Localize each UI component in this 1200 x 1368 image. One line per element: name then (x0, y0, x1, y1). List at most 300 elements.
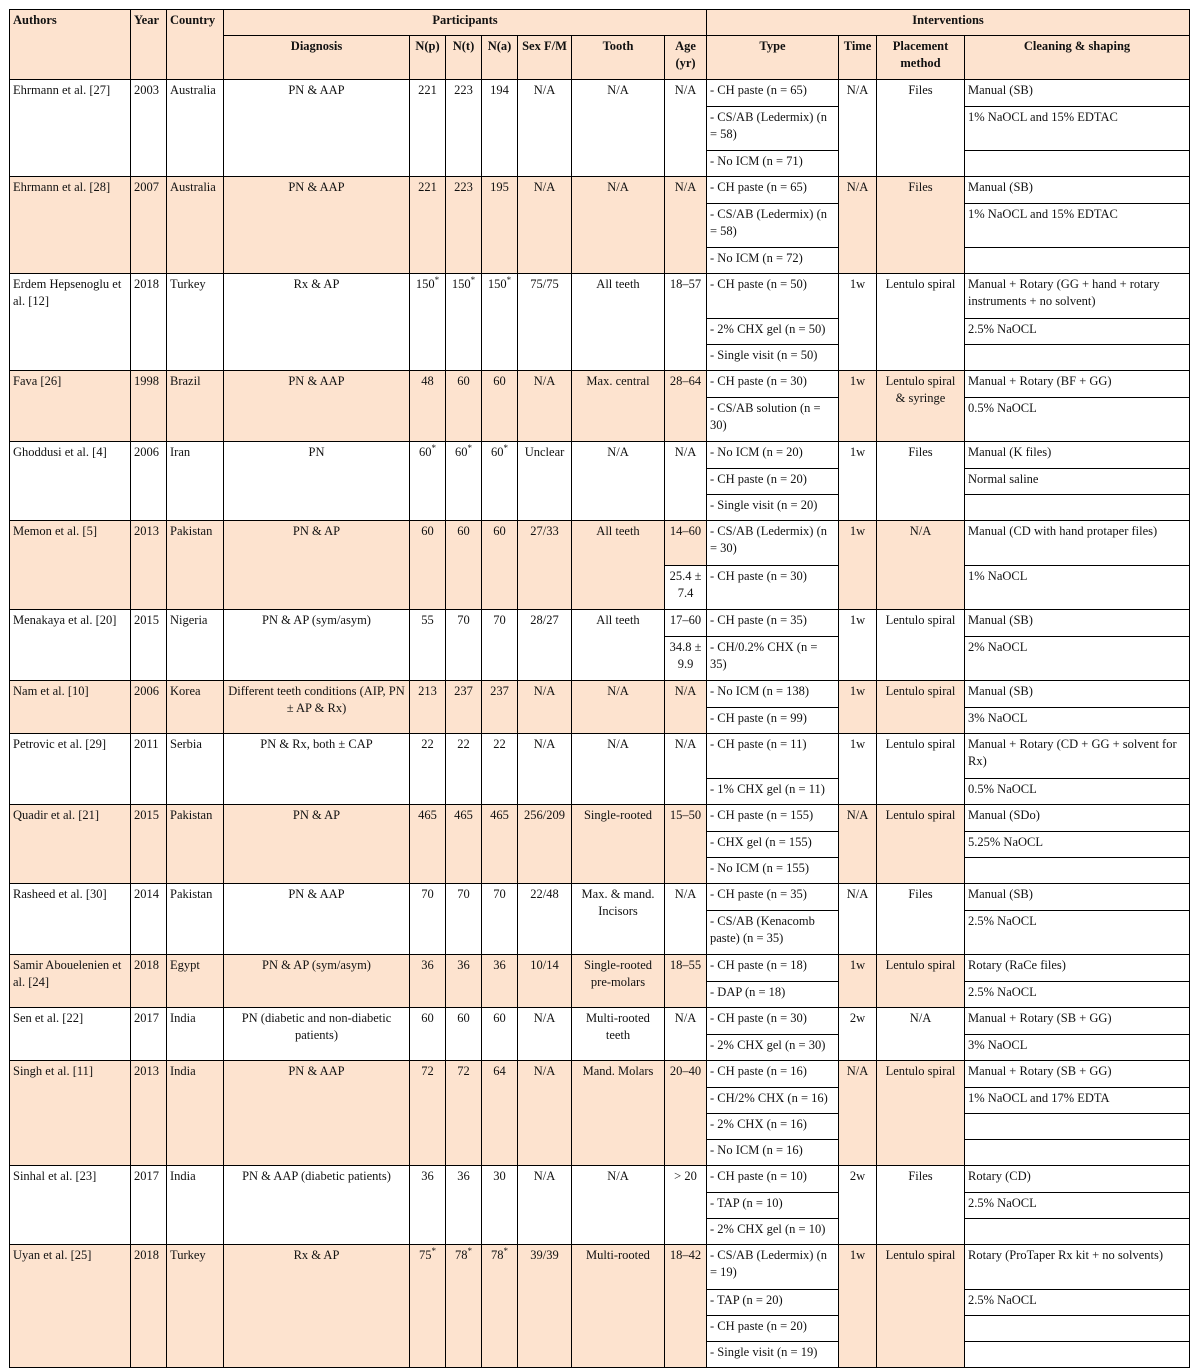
nt-cell (446, 610, 482, 681)
table-row (10, 371, 1190, 442)
col-year-header: Year (131, 10, 167, 80)
footnote-marker: * (431, 442, 436, 453)
year-cell: 2015 (131, 610, 167, 681)
nt-value: 465 (454, 808, 473, 822)
cleaning-cell (965, 521, 1190, 610)
cleaning-line: 3% NaOCL (965, 707, 1189, 733)
na-cell (482, 1061, 518, 1166)
diagnosis-cell: PN & AP (224, 805, 410, 884)
na-cell (482, 1008, 518, 1061)
intervention-type: - 1% CHX gel (n = 11) (707, 778, 838, 804)
placement-cell: Files (877, 884, 965, 955)
cleaning-stack (965, 955, 1189, 1007)
nt-value: 70 (457, 613, 470, 627)
np-value: 48 (421, 374, 434, 388)
col-country-header: Country (167, 10, 224, 80)
na-value: 150 (487, 277, 507, 291)
cleaning-line: Manual (SB) (965, 884, 1189, 910)
intervention-type: - CS/AB (Ledermix) (n = 19) (707, 1245, 838, 1289)
cleaning-cell (965, 1245, 1190, 1368)
placement-cell: Lentulo spiral (877, 734, 965, 805)
cleaning-line: Rotary (CD) (965, 1166, 1189, 1192)
col-sex-header: Sex F/M (518, 36, 572, 80)
col-placement-header: Placement method (877, 36, 965, 80)
table-row (10, 805, 1190, 884)
diagnosis-cell: Rx & AP (224, 274, 410, 371)
type-stack (707, 521, 838, 609)
country-cell: India (167, 1166, 224, 1245)
np-value: 72 (421, 1064, 434, 1078)
sex-cell: N/A (518, 734, 572, 805)
na-value: 465 (490, 808, 509, 822)
np-value: 221 (418, 83, 437, 97)
na-cell (482, 734, 518, 805)
diagnosis-cell: PN & AAP (224, 177, 410, 274)
cleaning-line: Manual + Rotary (SB + GG) (965, 1008, 1189, 1034)
sex-cell: N/A (518, 1166, 572, 1245)
placement-cell: Lentulo spiral & syringe (877, 371, 965, 442)
nt-value: 223 (454, 83, 473, 97)
intervention-type: - No ICM (n = 138) (707, 681, 838, 707)
intervention-type: - CH paste (n = 30) (707, 1008, 838, 1034)
type-cell (707, 681, 839, 734)
table-row (10, 734, 1190, 805)
nt-value: 78 (455, 1248, 468, 1262)
type-stack (707, 610, 838, 680)
cleaning-line: Manual (SB) (965, 80, 1189, 106)
nt-cell (446, 274, 482, 371)
type-stack (707, 80, 838, 176)
age-cell: 18–42 (665, 1245, 707, 1368)
type-stack (707, 955, 838, 1007)
sex-cell: 27/33 (518, 521, 572, 610)
intervention-type: - No ICM (n = 16) (707, 1139, 838, 1165)
np-value: 60 (421, 1011, 434, 1025)
placement-cell: N/A (877, 521, 965, 610)
year-cell: 2006 (131, 442, 167, 521)
type-stack (707, 177, 838, 273)
age-cell (665, 521, 707, 610)
intervention-type: - CH paste (n = 10) (707, 1166, 838, 1192)
intervention-type: - 2% CHX gel (n = 50) (707, 318, 838, 344)
country-cell: Brazil (167, 371, 224, 442)
np-value: 22 (421, 737, 434, 751)
diagnosis-cell: PN & AP (sym/asym) (224, 610, 410, 681)
country-cell: India (167, 1061, 224, 1166)
intervention-type: - CH paste (n = 50) (707, 274, 838, 318)
np-cell (410, 177, 446, 274)
footnote-marker: * (467, 442, 472, 453)
nt-value: 36 (457, 958, 470, 972)
nt-cell (446, 1008, 482, 1061)
na-cell (482, 681, 518, 734)
nt-value: 223 (454, 180, 473, 194)
tooth-cell: N/A (572, 80, 665, 177)
cleaning-line: 1% NaOCL and 17% EDTA (965, 1087, 1189, 1113)
na-cell (482, 1166, 518, 1245)
tooth-cell: Single-rooted (572, 805, 665, 884)
np-cell (410, 80, 446, 177)
na-value: 70 (493, 613, 506, 627)
authors-cell: Erdem Hepsenoglu et al. [12] (10, 274, 131, 371)
intervention-type: - CH paste (n = 20) (707, 1315, 838, 1341)
type-cell (707, 884, 839, 955)
age-cell: > 20 (665, 1166, 707, 1245)
np-value: 36 (421, 1169, 434, 1183)
tooth-cell: N/A (572, 734, 665, 805)
cleaning-line (965, 1218, 1189, 1244)
na-value: 78 (491, 1248, 504, 1262)
authors-cell: Menakaya et al. [20] (10, 610, 131, 681)
cleaning-stack (965, 80, 1189, 176)
na-value: 237 (490, 684, 509, 698)
na-cell (482, 521, 518, 610)
col-cleaning-header: Cleaning & shaping (965, 36, 1190, 80)
tooth-cell: Multi-rooted (572, 1245, 665, 1368)
sex-cell: 28/27 (518, 610, 572, 681)
intervention-type: - 2% CHX gel (n = 10) (707, 1218, 838, 1244)
type-cell (707, 1166, 839, 1245)
col-np-header: N(p) (410, 36, 446, 80)
time-cell: 1w (839, 521, 877, 610)
cleaning-cell (965, 955, 1190, 1008)
type-cell (707, 177, 839, 274)
sex-cell: N/A (518, 681, 572, 734)
cleaning-line: Manual (K files) (965, 442, 1189, 468)
sex-cell: N/A (518, 371, 572, 442)
na-cell (482, 805, 518, 884)
np-value: 221 (418, 180, 437, 194)
age-cell: 18–57 (665, 274, 707, 371)
table-row (10, 521, 1190, 610)
intervention-type: - No ICM (n = 20) (707, 442, 838, 468)
time-cell: 1w (839, 734, 877, 805)
intervention-type: - CH paste (n = 20) (707, 468, 838, 494)
age-stack (665, 610, 706, 680)
type-cell (707, 274, 839, 371)
sex-cell: 75/75 (518, 274, 572, 371)
year-cell: 2013 (131, 521, 167, 610)
footnote-marker: * (467, 1245, 472, 1256)
authors-cell: Petrovic et al. [29] (10, 734, 131, 805)
table-row (10, 1166, 1190, 1245)
nt-value: 60 (455, 445, 468, 459)
np-cell (410, 884, 446, 955)
placement-cell: Lentulo spiral (877, 955, 965, 1008)
np-cell (410, 1245, 446, 1368)
nt-value: 60 (457, 1011, 470, 1025)
np-cell (410, 521, 446, 610)
sex-cell: N/A (518, 1008, 572, 1061)
cleaning-cell (965, 177, 1190, 274)
np-cell (410, 955, 446, 1008)
intervention-type: - CH paste (n = 35) (707, 884, 838, 910)
intervention-type: - CS/AB (Ledermix) (n = 30) (707, 521, 838, 565)
footnote-marker: * (503, 442, 508, 453)
time-cell: 1w (839, 371, 877, 442)
intervention-type: - CH paste (n = 155) (707, 805, 838, 831)
cleaning-stack (965, 1061, 1189, 1165)
age-cell (665, 610, 707, 681)
tooth-cell: N/A (572, 177, 665, 274)
age-subcell: 17–60 (669, 613, 702, 627)
country-cell: Australia (167, 80, 224, 177)
na-cell (482, 610, 518, 681)
tooth-cell: All teeth (572, 274, 665, 371)
cleaning-cell (965, 610, 1190, 681)
time-cell: 1w (839, 955, 877, 1008)
cleaning-stack (965, 681, 1189, 733)
cleaning-line: Manual + Rotary (SB + GG) (965, 1061, 1189, 1087)
cleaning-line: 1% NaOCL and 15% EDTAC (965, 106, 1189, 150)
intervention-type: - TAP (n = 20) (707, 1289, 838, 1315)
np-cell (410, 1061, 446, 1166)
na-cell (482, 884, 518, 955)
age-cell: N/A (665, 1008, 707, 1061)
authors-cell: Sen et al. [22] (10, 1008, 131, 1061)
intervention-type: - CH paste (n = 65) (707, 177, 838, 203)
intervention-type: - CH/2% CHX (n = 16) (707, 1087, 838, 1113)
type-stack (707, 274, 838, 370)
na-value: 194 (490, 83, 509, 97)
na-value: 30 (493, 1169, 506, 1183)
cleaning-line: 2% NaOCL (965, 636, 1189, 680)
table-row (10, 1008, 1190, 1061)
type-stack (707, 1008, 838, 1060)
na-value: 60 (491, 445, 504, 459)
cleaning-line: Manual (SB) (965, 681, 1189, 707)
type-stack (707, 442, 838, 520)
nt-value: 60 (457, 374, 470, 388)
footnote-marker: * (503, 1245, 508, 1256)
tooth-cell: Mand. Molars (572, 1061, 665, 1166)
tooth-cell: Single-rooted pre-molars (572, 955, 665, 1008)
placement-cell: Files (877, 80, 965, 177)
footnote-marker: * (506, 274, 512, 285)
nt-cell (446, 521, 482, 610)
age-cell: N/A (665, 734, 707, 805)
cleaning-cell (965, 884, 1190, 955)
cleaning-line: 0.5% NaOCL (965, 778, 1189, 804)
type-stack (707, 1245, 838, 1367)
cleaning-line (965, 1315, 1189, 1341)
cleaning-stack (965, 805, 1189, 883)
np-value: 55 (421, 613, 434, 627)
country-cell: Korea (167, 681, 224, 734)
cleaning-stack (965, 442, 1189, 520)
diagnosis-cell: PN & AAP (224, 371, 410, 442)
np-value: 70 (421, 887, 434, 901)
intervention-type: - CS/AB (Kenacomb paste) (n = 35) (707, 910, 838, 954)
year-cell: 2013 (131, 1061, 167, 1166)
table-row (10, 1245, 1190, 1368)
time-cell: 2w (839, 1166, 877, 1245)
cleaning-stack (965, 610, 1189, 680)
col-tooth-header: Tooth (572, 36, 665, 80)
cleaning-line: Manual (SDo) (965, 805, 1189, 831)
col-authors-header: Authors (10, 10, 131, 80)
intervention-type: - CH/0.2% CHX (n = 35) (707, 636, 838, 680)
na-cell (482, 442, 518, 521)
type-cell (707, 734, 839, 805)
cleaning-line: Manual + Rotary (BF + GG) (965, 371, 1189, 397)
type-stack (707, 1166, 838, 1244)
year-cell: 2017 (131, 1166, 167, 1245)
col-type-header: Type (707, 36, 839, 80)
col-diagnosis-header: Diagnosis (224, 36, 410, 80)
age-cell: N/A (665, 442, 707, 521)
cleaning-line: Manual + Rotary (GG + hand + rotary instruments + no solvent) (965, 274, 1189, 318)
interventions-group-header: Interventions (707, 10, 1190, 36)
authors-cell: Ehrmann et al. [27] (10, 80, 131, 177)
diagnosis-cell: PN & Rx, both ± CAP (224, 734, 410, 805)
nt-cell (446, 1166, 482, 1245)
col-age-header: Age (yr) (665, 36, 707, 80)
sex-cell: 10/14 (518, 955, 572, 1008)
age-cell: 28–64 (665, 371, 707, 442)
na-cell (482, 1245, 518, 1368)
cleaning-stack (965, 1008, 1189, 1060)
intervention-type: - CH paste (n = 65) (707, 80, 838, 106)
nt-value: 237 (454, 684, 473, 698)
tooth-cell: Max. central (572, 371, 665, 442)
year-cell: 2007 (131, 177, 167, 274)
na-cell (482, 371, 518, 442)
nt-value: 22 (457, 737, 470, 751)
age-subcell: 25.4 ± 7.4 (665, 565, 706, 609)
np-value: 150 (415, 277, 435, 291)
intervention-type: - No ICM (n = 72) (707, 247, 838, 273)
cleaning-stack (965, 734, 1189, 804)
intervention-type: - 2% CHX (n = 16) (707, 1113, 838, 1139)
placement-cell: Lentulo spiral (877, 1245, 965, 1368)
placement-cell: Files (877, 442, 965, 521)
nt-value: 60 (457, 524, 470, 538)
placement-cell: N/A (877, 1008, 965, 1061)
footnote-marker: * (431, 1245, 436, 1256)
cleaning-stack (965, 274, 1189, 370)
type-stack (707, 371, 838, 441)
intervention-type: - CHX gel (n = 155) (707, 831, 838, 857)
np-value: 60 (421, 524, 434, 538)
table-row (10, 177, 1190, 274)
tooth-cell: All teeth (572, 521, 665, 610)
placement-cell: Lentulo spiral (877, 274, 965, 371)
footnote-marker: * (434, 274, 440, 285)
time-cell: 2w (839, 1008, 877, 1061)
time-cell: N/A (839, 1061, 877, 1166)
table-row (10, 1061, 1190, 1166)
nt-cell (446, 884, 482, 955)
cleaning-line: Rotary (RaCe files) (965, 955, 1189, 981)
table-body (10, 80, 1190, 1368)
time-cell: N/A (839, 805, 877, 884)
type-stack (707, 681, 838, 733)
nt-cell (446, 681, 482, 734)
year-cell: 2011 (131, 734, 167, 805)
na-cell (482, 274, 518, 371)
np-cell (410, 1008, 446, 1061)
intervention-type: - No ICM (n = 71) (707, 150, 838, 176)
type-cell (707, 610, 839, 681)
nt-cell (446, 177, 482, 274)
study-characteristics-table (9, 9, 1190, 1368)
table-row (10, 442, 1190, 521)
sex-cell: 256/209 (518, 805, 572, 884)
table-row (10, 274, 1190, 371)
np-value: 36 (421, 958, 434, 972)
nt-value: 36 (457, 1169, 470, 1183)
cleaning-cell (965, 1166, 1190, 1245)
nt-cell (446, 734, 482, 805)
intervention-type: - No ICM (n = 155) (707, 857, 838, 883)
country-cell: India (167, 1008, 224, 1061)
cleaning-line: 0.5% NaOCL (965, 397, 1189, 441)
cleaning-line: 3% NaOCL (965, 1034, 1189, 1060)
np-cell (410, 1166, 446, 1245)
cleaning-cell (965, 442, 1190, 521)
col-na-header: N(a) (482, 36, 518, 80)
intervention-type: - CH paste (n = 30) (707, 371, 838, 397)
cleaning-line: 2.5% NaOCL (965, 981, 1189, 1007)
intervention-type: - CS/AB (Ledermix) (n = 58) (707, 203, 838, 247)
nt-value: 70 (457, 887, 470, 901)
intervention-type: - CS/AB (Ledermix) (n = 58) (707, 106, 838, 150)
year-cell: 2017 (131, 1008, 167, 1061)
cleaning-stack (965, 177, 1189, 273)
cleaning-cell (965, 1008, 1190, 1061)
na-cell (482, 177, 518, 274)
placement-cell: Lentulo spiral (877, 805, 965, 884)
country-cell: Turkey (167, 1245, 224, 1368)
tooth-cell: N/A (572, 1166, 665, 1245)
age-cell: N/A (665, 681, 707, 734)
intervention-type: - CH paste (n = 30) (707, 565, 838, 609)
diagnosis-cell: Different teeth conditions (AIP, PN ± AP & Rx) (224, 681, 410, 734)
intervention-type: - TAP (n = 10) (707, 1192, 838, 1218)
np-value: 60 (419, 445, 432, 459)
type-cell (707, 1008, 839, 1061)
age-subcell: 14–60 (669, 524, 702, 538)
diagnosis-cell: PN & AAP (diabetic patients) (224, 1166, 410, 1245)
sex-cell: N/A (518, 177, 572, 274)
age-cell: 15–50 (665, 805, 707, 884)
cleaning-line (965, 1341, 1189, 1367)
na-cell (482, 955, 518, 1008)
placement-cell: Lentulo spiral (877, 610, 965, 681)
type-cell (707, 1245, 839, 1368)
na-value: 60 (493, 1011, 506, 1025)
diagnosis-cell: PN & AP (224, 521, 410, 610)
sex-cell: N/A (518, 1061, 572, 1166)
study-table-wrapper (9, 9, 1190, 1368)
np-value: 213 (418, 684, 437, 698)
diagnosis-cell: Rx & AP (224, 1245, 410, 1368)
participants-group-header: Participants (224, 10, 707, 36)
table-row (10, 681, 1190, 734)
intervention-type: - CH paste (n = 11) (707, 734, 838, 778)
intervention-type: - Single visit (n = 50) (707, 344, 838, 370)
authors-cell: Memon et al. [5] (10, 521, 131, 610)
na-value: 60 (493, 524, 506, 538)
intervention-type: - CH paste (n = 99) (707, 707, 838, 733)
type-cell (707, 1061, 839, 1166)
country-cell: Egypt (167, 955, 224, 1008)
np-value: 75 (419, 1248, 432, 1262)
cleaning-line: 1% NaOCL and 15% EDTAC (965, 203, 1189, 247)
na-value: 60 (493, 374, 506, 388)
nt-cell (446, 1061, 482, 1166)
